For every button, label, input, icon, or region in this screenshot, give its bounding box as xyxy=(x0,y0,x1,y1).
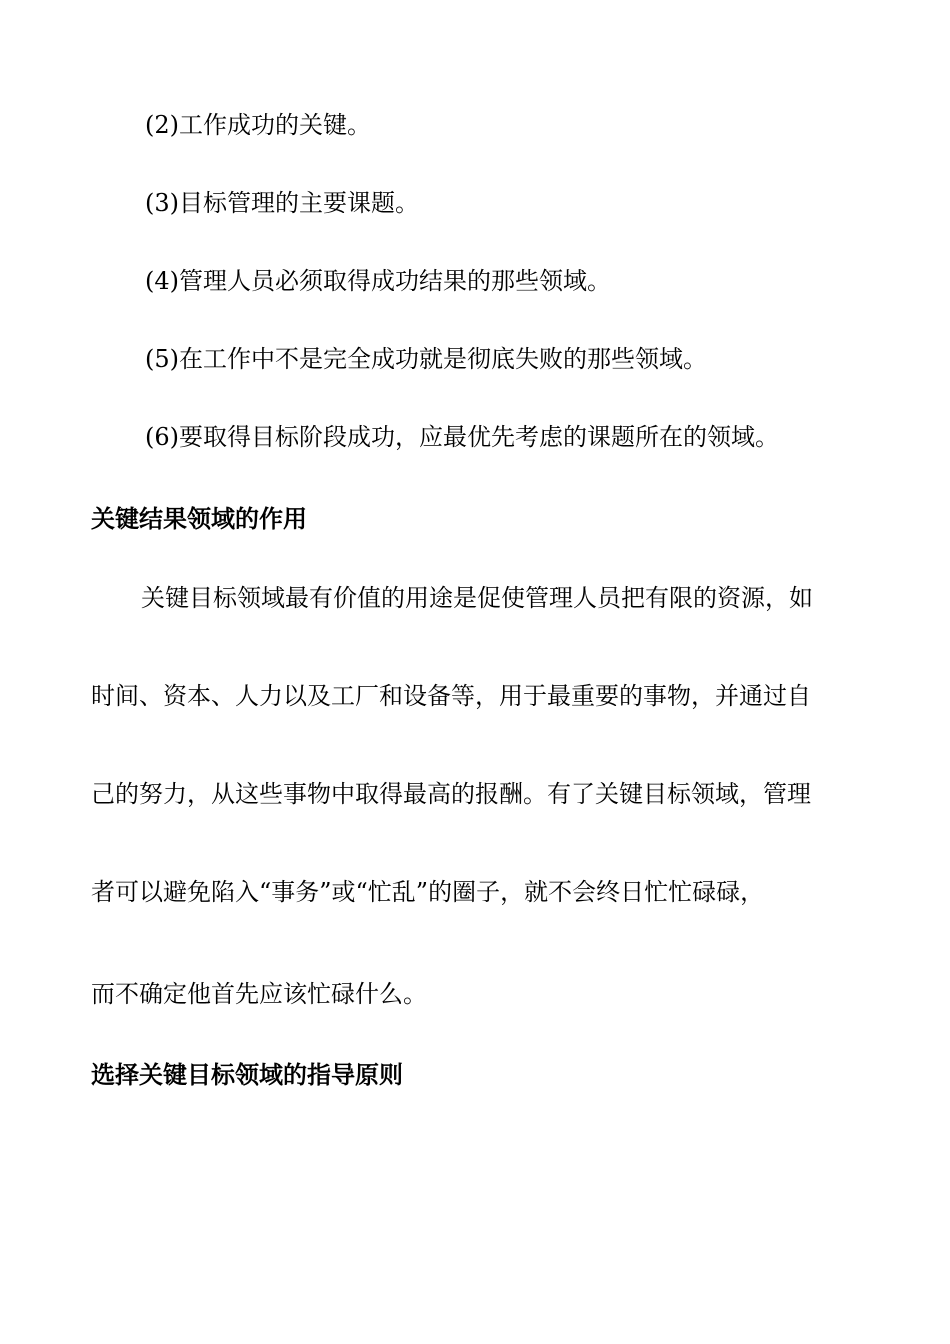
section-heading: 关键结果领域的作用 xyxy=(91,505,307,533)
paragraph-line: 己的努力，从这些事物中取得最高的报酬。有了关键目标领域，管理 xyxy=(91,780,811,808)
section-heading: 选择关键目标领域的指导原则 xyxy=(91,1061,403,1089)
paragraph-line: 者可以避免陷入“事务”或“忙乱”的圈子，就不会终日忙忙碌碌， xyxy=(91,878,765,906)
list-item: (2)工作成功的关键。 xyxy=(145,111,371,139)
list-item: (3)目标管理的主要课题。 xyxy=(145,189,419,217)
paragraph-line: 而不确定他首先应该忙碌什么。 xyxy=(91,980,427,1008)
list-item: (6)要取得目标阶段成功，应最优先考虑的课题所在的领域。 xyxy=(145,423,779,451)
list-item: (4)管理人员必须取得成功结果的那些领域。 xyxy=(145,267,611,295)
list-item: (5)在工作中不是完全成功就是彻底失败的那些领域。 xyxy=(145,345,707,373)
paragraph-line: 时间、资本、人力以及工厂和设备等，用于最重要的事物，并通过自 xyxy=(91,682,811,710)
paragraph-line: 关键目标领域最有价值的用途是促使管理人员把有限的资源，如 xyxy=(141,584,813,612)
